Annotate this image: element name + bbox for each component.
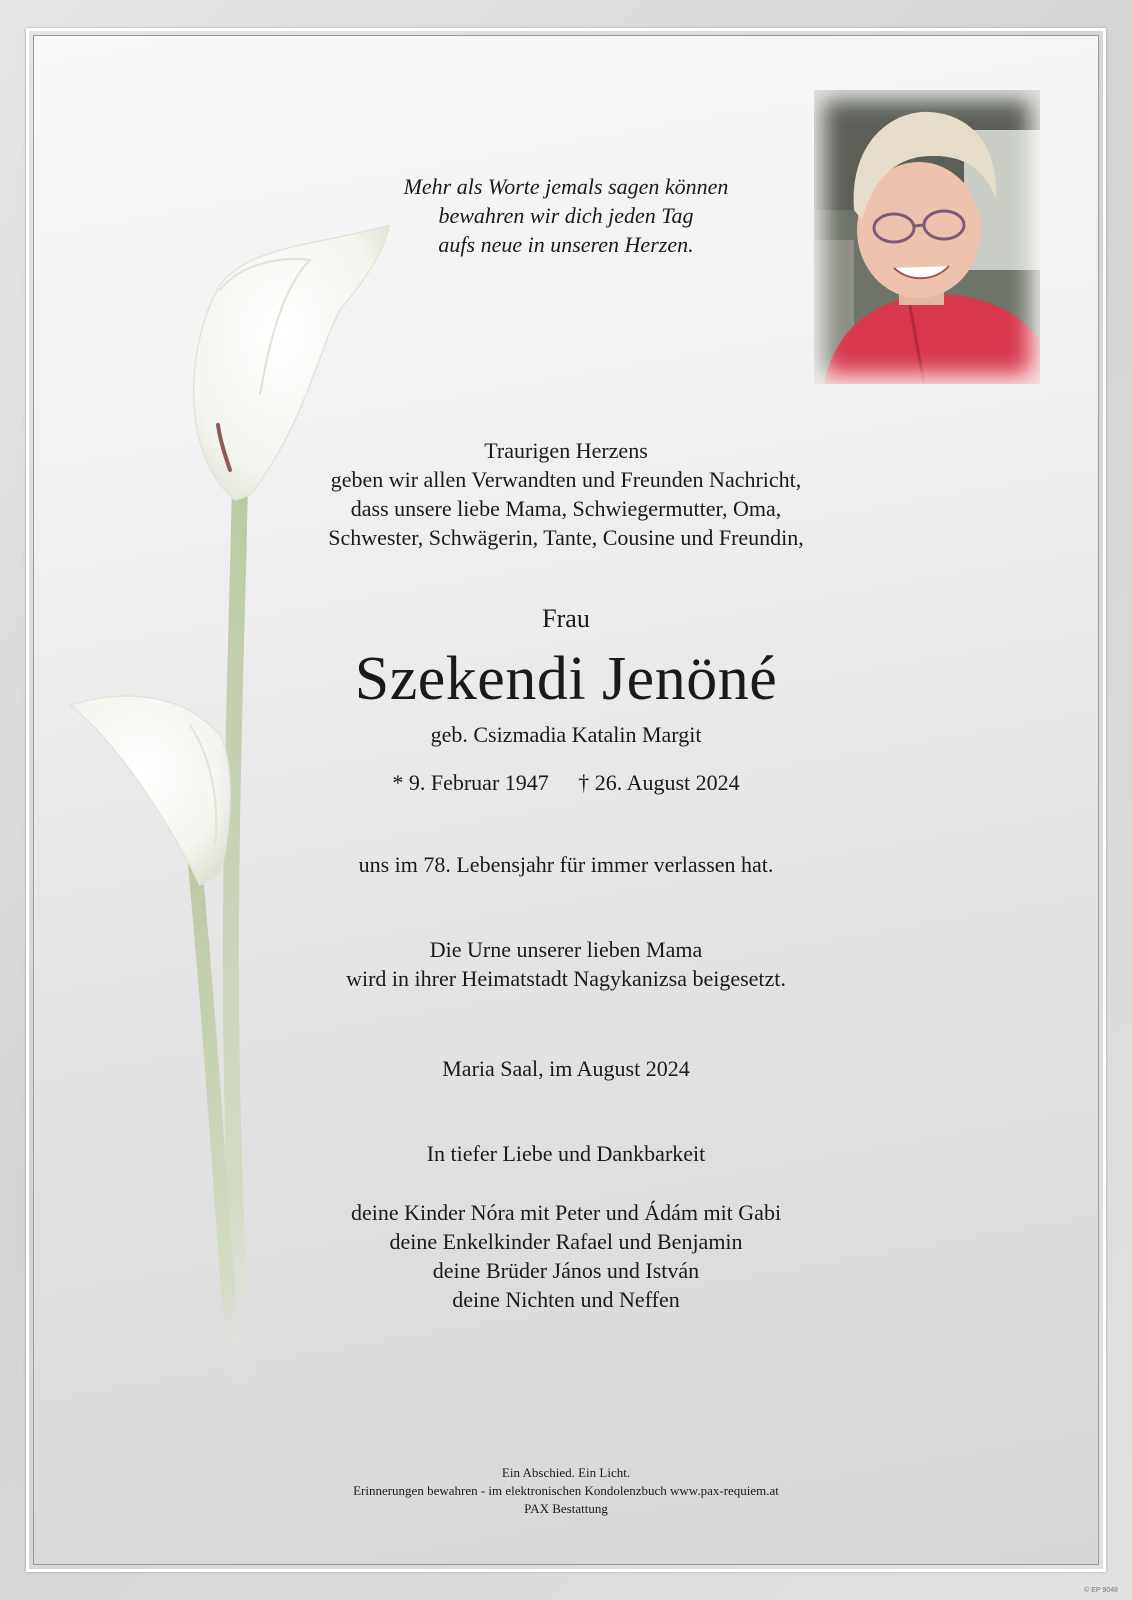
gratitude-line: In tiefer Liebe und Dankbarkeit [426,1141,706,1166]
deceased-name: Szekendi Jenöné [354,645,778,713]
intro-line: geben wir allen Verwandten und Freunden Nachricht, [330,467,802,492]
announcement-intro [0,436,1132,552]
motto-line: bewahren wir dich jeden Tag [438,203,694,228]
intro-line: Schwester, Schwägerin, Tante, Cousine und Freundin, [328,525,804,550]
life-dates [0,770,1132,796]
passing-text: uns im 78. Lebensjahr für immer verlassen hat. [358,852,774,877]
burial-notice [0,935,1132,993]
footer-line: Ein Abschied. Ein Licht. [501,1465,631,1480]
motto-line: aufs neue in unseren Herzen. [438,232,694,257]
place-date: Maria Saal, im August 2024 [442,1056,690,1081]
footer [0,1464,1132,1518]
intro-line: Traurigen Herzens [484,438,648,463]
footer-line: PAX Bestattung [524,1501,608,1516]
birth-name: geb. Csizmadia Katalin Margit [430,722,702,747]
burial-line: Die Urne unserer lieben Mama [429,937,703,962]
motto-verse [0,172,1132,259]
burial-line: wird in ihrer Heimatstadt Nagykanizsa beigesetzt. [346,966,786,991]
motto-line: Mehr als Worte jemals sagen können [403,174,729,199]
salutation: Frau [542,604,590,633]
template-code: © EP 9048 [1084,1587,1118,1594]
mourner-line: deine Kinder Nóra mit Peter und Ádám mit Gabi [350,1200,782,1225]
birth-date: * 9. Februar 1947 [392,770,549,795]
footer-url-line: Erinnerungen bewahren - im elektronischen Kondolenzbuch www.pax-requiem.at [353,1483,779,1498]
intro-line: dass unsere liebe Mama, Schwiegermutter, Oma, [350,496,782,521]
mourner-line: deine Enkelkinder Rafael und Benjamin [389,1229,743,1254]
mourner-line: deine Nichten und Neffen [452,1287,680,1312]
mourners-list [0,1198,1132,1314]
death-date: † 26. August 2024 [578,770,740,795]
mourner-line: deine Brüder János und István [432,1258,700,1283]
